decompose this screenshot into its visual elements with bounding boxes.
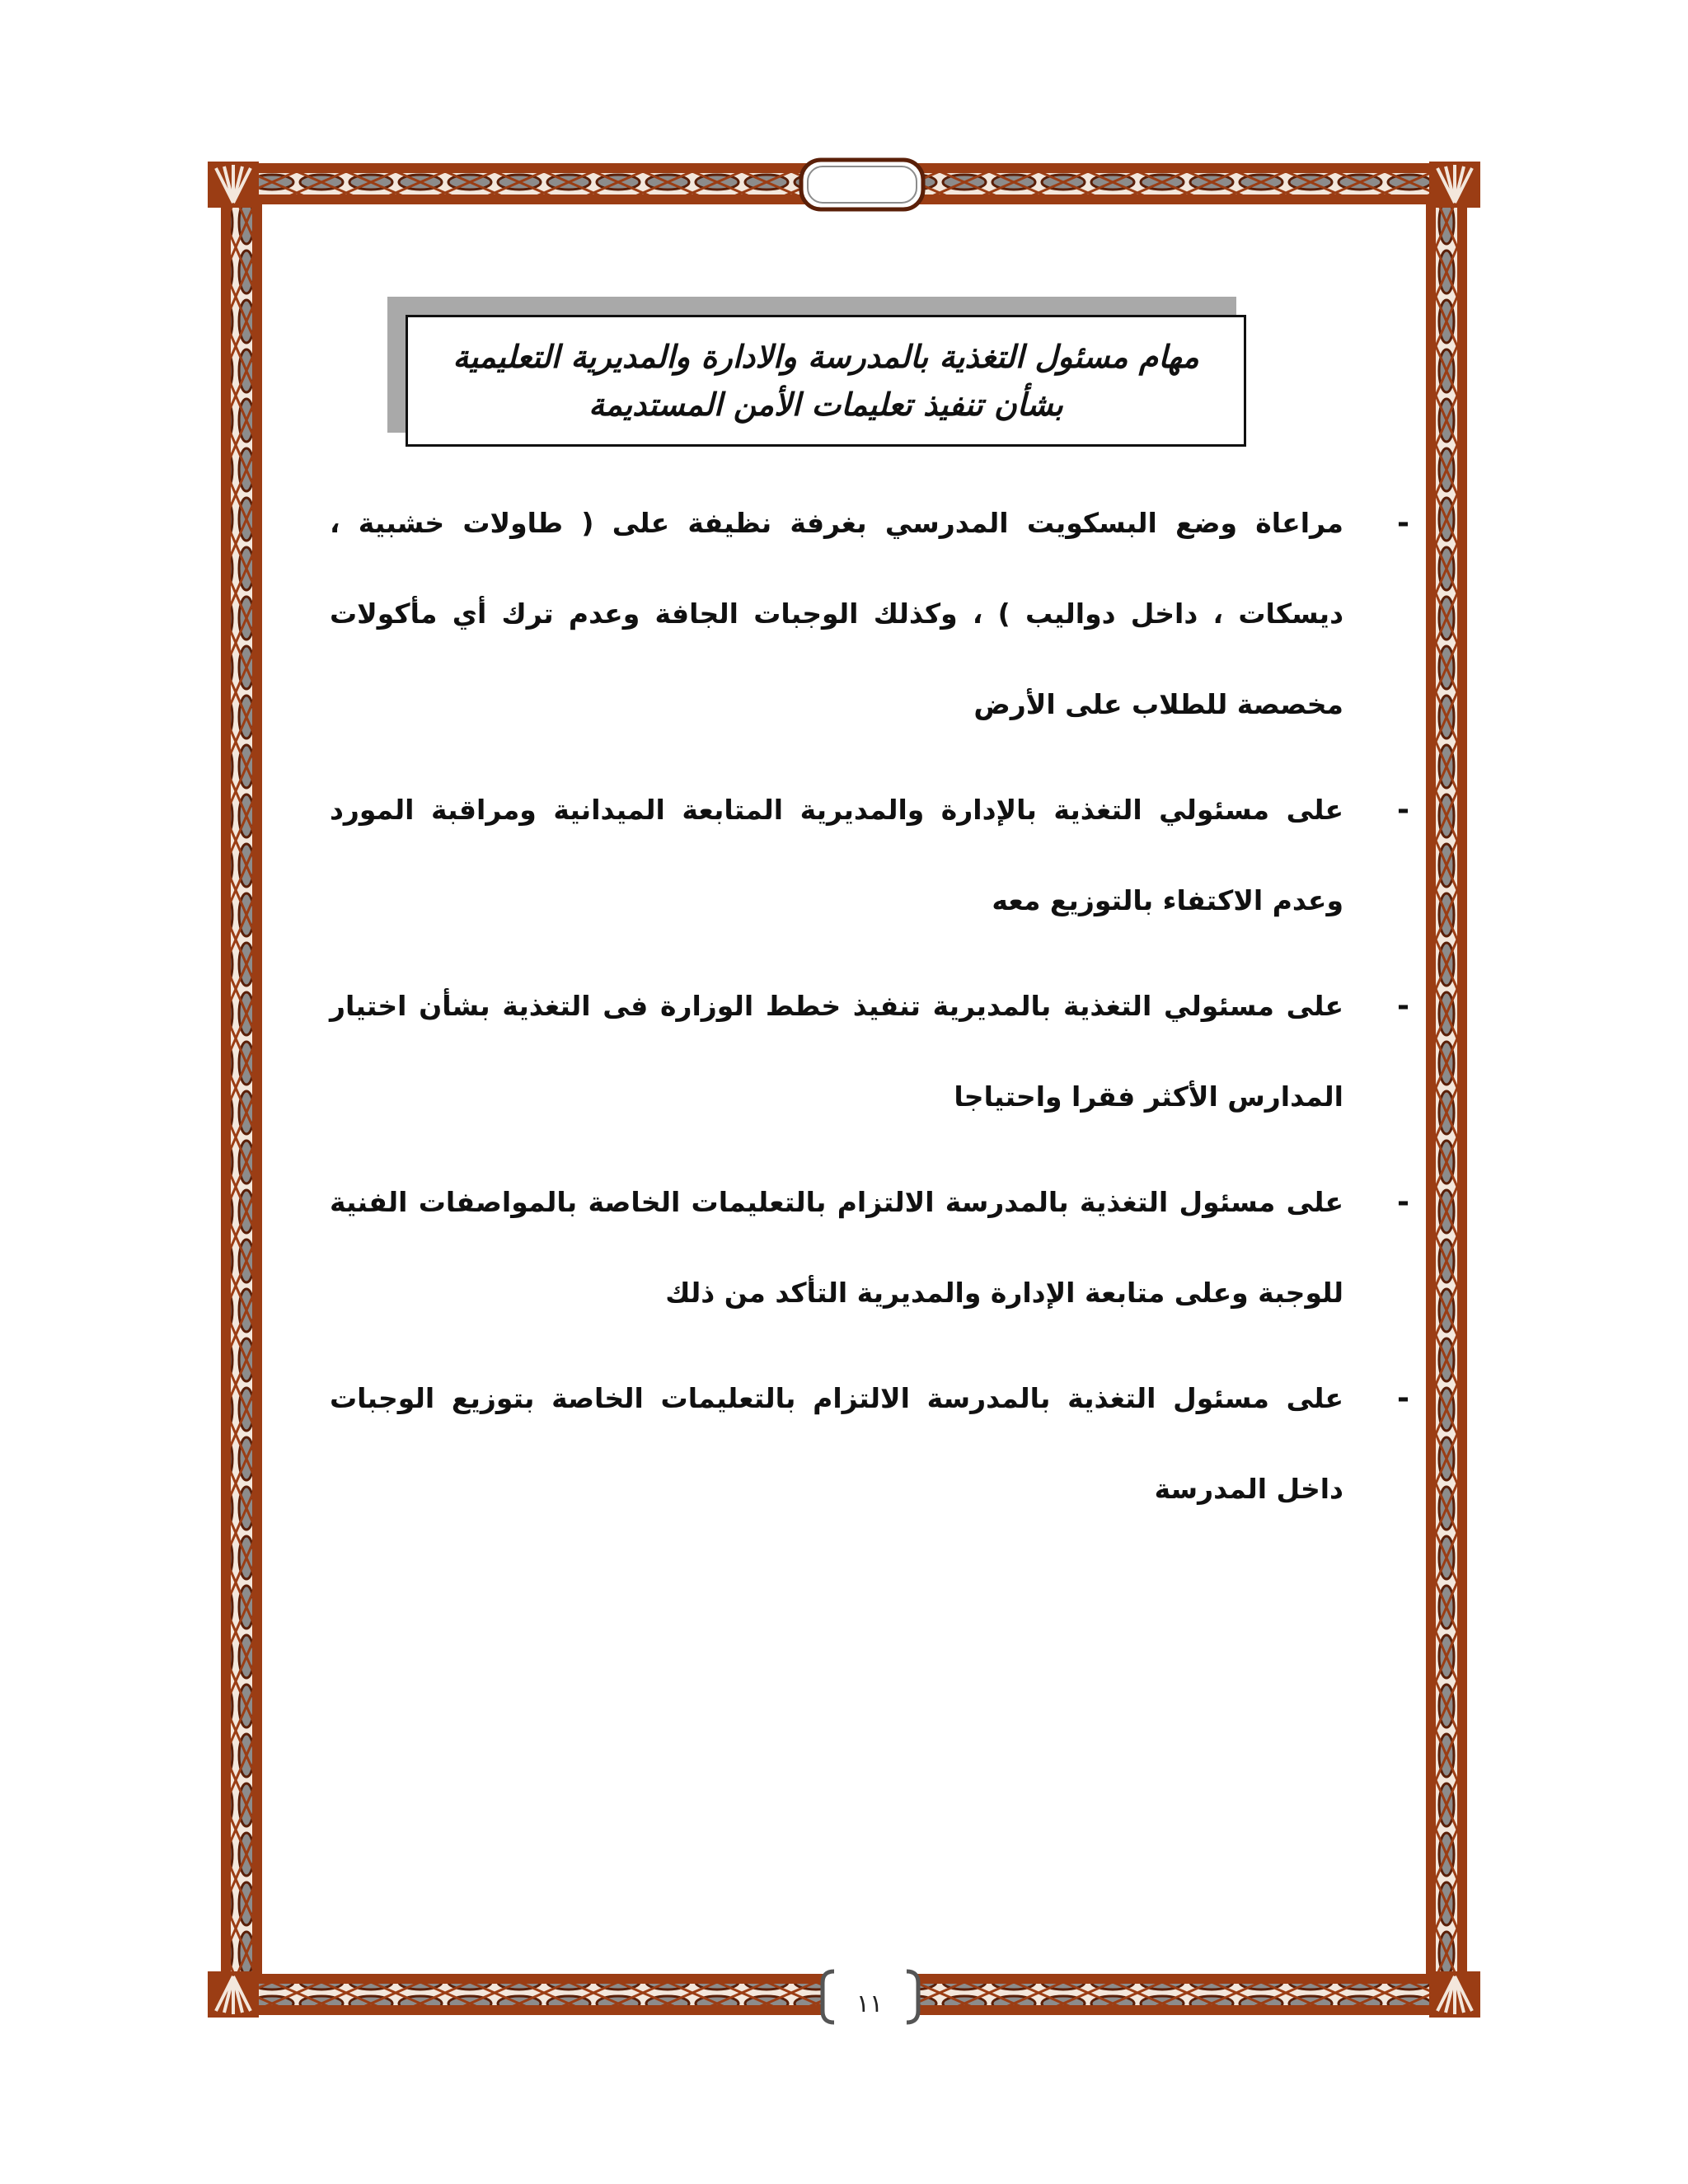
top-medallion (801, 160, 923, 209)
list-item (330, 1157, 1409, 1338)
starburst-icon (208, 1971, 259, 2018)
starburst-icon (1429, 1971, 1480, 2018)
bullet-dash: - (1397, 989, 1409, 1023)
list-item-text: على مسئول التغذية بالمدرسة الالتزام بالتعليمات الخاصة بتوزيع الوجبات داخل المدرسة (330, 1382, 1343, 1505)
list-item-text: مراعاة وضع البسكويت المدرسي بغرفة نظيفة على ( طاولات خشبية ، ديسكات ، داخل دواليب ) ، وكذلك الوجبات الجافة وعدم ترك أي مأكولات مخصصة للطلاب على الأرض (330, 507, 1343, 720)
title-line-2: بشأن تنفيذ تعليمات الأمن المستديمة (588, 387, 1063, 423)
list-item-text: على مسئولي التغذية بالإدارة والمديرية المتابعة الميدانية ومراقبة المورد وعدم الاكتفاء بالتوزيع معه (330, 794, 1343, 916)
title-line-1: مهام مسئول التغذية بالمدرسة والادارة والمديرية التعليمية (452, 339, 1199, 375)
list-item (330, 961, 1409, 1142)
bullet-dash: - (1397, 793, 1409, 827)
bullet-dash: - (1397, 1185, 1409, 1219)
bullet-dash: - (1397, 506, 1409, 540)
page-number: ١١ (856, 1990, 884, 2018)
title-box (406, 315, 1246, 447)
starburst-icon (208, 162, 259, 208)
list-item (330, 765, 1409, 946)
starburst-icon (1429, 162, 1480, 208)
bullet-dash: - (1397, 1381, 1409, 1415)
instructions-list (330, 478, 1409, 1549)
list-item-text: على مسئولي التغذية بالمديرية تنفيذ خطط الوزارة فى التغذية بشأن اختيار المدارس الأكثر فقرا واحتياجا (330, 990, 1343, 1113)
list-item-text: على مسئول التغذية بالمدرسة الالتزام بالتعليمات الخاصة بالمواصفات الفنية للوجبة وعلى متابعة الإدارة والمديرية التأكد من ذلك (330, 1186, 1343, 1309)
list-item (330, 478, 1409, 750)
list-item (330, 1353, 1409, 1535)
